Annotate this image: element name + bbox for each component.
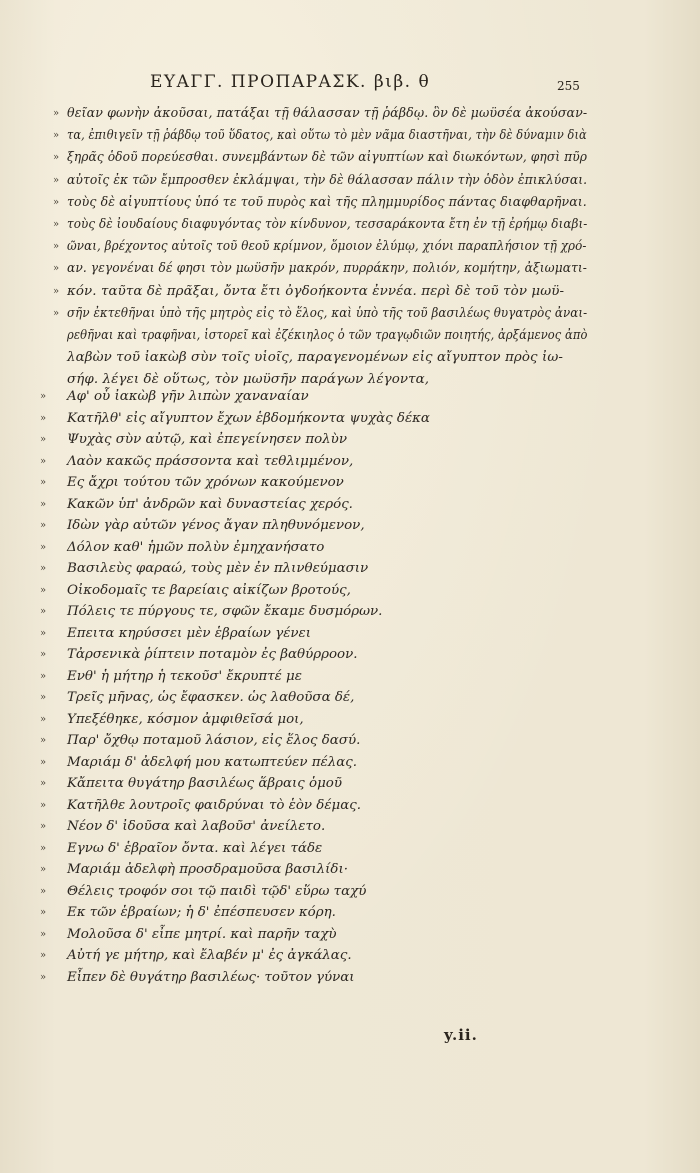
- verse-line: [40, 709, 447, 731]
- prose-line-text: σῆν ἐκτεθῆναι ὑπὸ τῆς μητρὸς εἰς τὸ ἕλος, καὶ ὑπὸ τῆς τοῦ βασιλέως θυγατρὸς ἀναι-: [67, 305, 588, 321]
- quotation-mark-icon: »: [40, 434, 47, 445]
- prose-line-text: τοὺς δὲ ἰουδαίους διαφυγόντας τὸν κίνδυνον, τεσσαράκοντα ἔτη ἐν τῇ ἐρήμῳ διαβι-: [67, 216, 588, 232]
- prose-line: [53, 281, 587, 303]
- verse-line-text: Παρ' ὄχθῳ ποταμοῦ λάσιον, εἰς ἕλος δασύ.: [67, 733, 361, 748]
- verse-line: [40, 816, 447, 838]
- verse-line: [40, 967, 447, 989]
- prose-line-text: τα, ἐπιθιγεῖν τῇ ῥάβδῳ τοῦ ὕδατος, καὶ οὕτω τὸ μὲν νᾶμα διαστῆναι, τὴν δὲ δύναμιν διὰ: [67, 128, 587, 144]
- verse-line: [40, 730, 447, 752]
- verse-line: [40, 537, 447, 559]
- show-through-text: [455, 400, 655, 900]
- verse-line: [40, 666, 447, 688]
- quotation-mark-icon: »: [53, 152, 60, 164]
- verse-line: [40, 623, 447, 645]
- verse-line: [40, 859, 447, 881]
- quotation-mark-icon: »: [40, 692, 47, 703]
- verse-line: [40, 773, 447, 795]
- verse-block: [40, 386, 447, 988]
- prose-line: [53, 147, 588, 169]
- quotation-mark-icon: »: [40, 950, 47, 961]
- quotation-mark-icon: »: [53, 307, 60, 319]
- prose-line: [53, 125, 587, 147]
- verse-line: [40, 752, 447, 774]
- verse-line-text: Υπεξέθηκε, κόσμον ἀμφιθεῖσά μοι,: [67, 711, 304, 727]
- quotation-mark-icon: »: [40, 885, 47, 897]
- prose-line-text: αν. γεγονέναι δέ φησι τὸν μωϋσῆν μακρόν, πυρράκην, πολιόν, κομήτην, ἀξιωματι-: [67, 261, 588, 277]
- verse-line-text: Βασιλεὺς φαραώ, τοὺς μὲν ἐν πλινθεύμασιν: [67, 561, 369, 576]
- quotation-mark-icon: »: [40, 756, 47, 768]
- prose-line-text: ξηρᾶς ὁδοῦ πορεύεσθαι. συνεμβάντων δὲ τῶν αἰγυπτίων καὶ διωκόντων, φησὶ πῦρ: [67, 150, 588, 166]
- verse-line: [40, 580, 447, 602]
- quotation-mark-icon: »: [40, 563, 47, 574]
- verse-line: [40, 386, 447, 408]
- quotation-mark-icon: »: [53, 108, 60, 119]
- signature-mark: y.ii.: [444, 1026, 478, 1044]
- verse-line-text: Αὐτή γε μήτηρ, καὶ ἔλαβέν μ' ἐς ἀγκάλας.: [67, 948, 352, 963]
- quotation-mark-icon: »: [40, 520, 47, 531]
- verse-line: [40, 601, 447, 623]
- quotation-mark-icon: »: [40, 842, 47, 854]
- prose-line-text: τοὺς δὲ αἰγυπτίους ὑπό τε τοῦ πυρὸς καὶ τῆς πλημμυρίδος πάντας διαφθαρῆναι.: [67, 194, 587, 210]
- prose-line-text: λαβὼν τοῦ ἰακὼβ σὺν τοῖς υἱοῖς, παραγενομένων εἰς αἴγυπτον πρὸς ἰω-: [67, 350, 563, 366]
- verse-line-text: Δόλον καθ' ἡμῶν πολὺν ἐμηχανήσατο: [67, 539, 325, 555]
- quotation-mark-icon: »: [40, 864, 47, 875]
- prose-line-text: αὐτοῖς ἐκ τῶν ἔμπροσθεν ἐκλάμψαι, τὴν δὲ θάλασσαν πάλιν τὴν ὁδὸν ἐπικλύσαι.: [67, 172, 588, 188]
- verse-line: [40, 795, 447, 817]
- verse-line-text: Μαριάμ δ' ἀδελφή μου κατωπτεύεν πέλας.: [67, 754, 358, 770]
- verse-line: [40, 881, 447, 903]
- quotation-mark-icon: »: [40, 541, 47, 553]
- quotation-mark-icon: »: [40, 477, 47, 488]
- quotation-mark-icon: »: [40, 928, 47, 940]
- quotation-mark-icon: »: [40, 391, 47, 402]
- verse-line-text: Ες ἄχρι τούτου τῶν χρόνων κακούμενον: [67, 475, 344, 490]
- verse-line: [40, 429, 447, 451]
- prose-line: [53, 170, 588, 192]
- verse-line-text: Εγνω δ' ἑβραῖον ὄντα. καὶ λέγει τάδε: [67, 840, 323, 856]
- quotation-mark-icon: »: [40, 907, 47, 918]
- verse-line-text: Μαριάμ ἀδελφὴ προσδραμοῦσα βασιλίδι·: [67, 862, 348, 877]
- prose-line-text: σήφ. λέγει δὲ οὕτως, τὸν μωϋσῆν παράγων λέγοντα,: [67, 372, 430, 388]
- verse-line-text: Θέλεις τροφόν σοι τῷ παιδὶ τῷδ' εὕρω ταχύ: [67, 883, 367, 899]
- verse-line-text: Πόλεις τε πύργους τε, σφῶν ἔκαμε δυσμόρων.: [67, 604, 383, 619]
- page-number: 255: [557, 79, 580, 93]
- quotation-mark-icon: »: [40, 584, 47, 596]
- prose-line: [67, 347, 587, 369]
- quotation-mark-icon: »: [53, 241, 60, 253]
- prose-line: [53, 214, 588, 236]
- verse-line: [40, 902, 447, 924]
- prose-block: [53, 103, 588, 391]
- quotation-mark-icon: »: [40, 498, 47, 510]
- verse-line-text: Τἀρσενικὰ ῥίπτειν ποταμὸν ἐς βαθύρροον.: [67, 647, 358, 662]
- verse-line-text: Μολοῦσα δ' εἶπε μητρί. καὶ παρῆν ταχὺ: [67, 926, 337, 942]
- quotation-mark-icon: »: [40, 778, 47, 789]
- quotation-mark-icon: »: [53, 285, 60, 297]
- verse-line-text: Ψυχὰς σὺν αὐτῷ, καὶ ἐπεγείνησεν πολὺν: [67, 432, 347, 447]
- verse-line: [40, 838, 447, 860]
- quotation-mark-icon: »: [40, 799, 47, 811]
- quotation-mark-icon: »: [53, 130, 60, 142]
- verse-line: [40, 515, 447, 537]
- verse-line-text: Ιδὼν γὰρ αὐτῶν γένος ἄγαν πληθυνόμενον,: [67, 518, 365, 533]
- prose-line: [53, 192, 587, 214]
- verse-line: [40, 687, 447, 709]
- verse-line: [40, 945, 447, 967]
- quotation-mark-icon: »: [40, 455, 47, 467]
- verse-line-text: Οἰκοδομαῖς τε βαρείαις αἰκίζων βροτούς,: [67, 582, 351, 598]
- quotation-mark-icon: »: [40, 735, 47, 746]
- quotation-mark-icon: »: [53, 218, 60, 230]
- prose-line: [53, 103, 588, 125]
- prose-line-text: κόν. ταῦτα δὲ πρᾶξαι, ὄντα ἔτι ὀγδοήκοντα ἐννέα. περὶ δὲ τοῦ τὸν μωϋ-: [67, 283, 565, 299]
- verse-line: [40, 472, 447, 494]
- verse-line: [40, 451, 447, 473]
- verse-line: [40, 644, 447, 666]
- prose-line-text: ῶναι, βρέχοντος αὐτοῖς τοῦ θεοῦ κρίμνον, ὅμοιον ἐλύμῳ, χιόνι παραπλήσιον τῇ χρό-: [67, 239, 587, 255]
- quotation-mark-icon: »: [40, 627, 47, 639]
- verse-line-text: Εἶπεν δὲ θυγάτηρ βασιλέως· τοῦτον γύναι: [67, 969, 355, 985]
- verse-line-text: Κατῆλθ' εἰς αἴγυπτον ἔχων ἑβδομήκοντα ψυχὰς δέκα: [67, 410, 430, 426]
- quotation-mark-icon: »: [40, 821, 47, 832]
- verse-line-text: Επειτα κηρύσσει μὲν ἑβραίων γένει: [67, 625, 311, 641]
- prose-line: [53, 258, 588, 280]
- quotation-mark-icon: »: [40, 713, 47, 725]
- prose-line: [67, 325, 587, 347]
- quotation-mark-icon: »: [40, 971, 47, 983]
- verse-line-text: Κατῆλθε λουτροῖς φαιδρύναι τὸ ἑὸν δέμας.: [67, 797, 362, 813]
- verse-line-text: Νέον δ' ἰδοῦσα καὶ λαβοῦσ' ἀνείλετο.: [67, 819, 326, 834]
- quotation-mark-icon: »: [40, 412, 47, 424]
- quotation-mark-icon: »: [53, 263, 60, 275]
- verse-line-text: Εκ τῶν ἑβραίων; ἡ δ' ἐπέσπευσεν κόρη.: [67, 905, 336, 920]
- verse-line: [40, 494, 447, 516]
- prose-line: [53, 236, 587, 258]
- quotation-mark-icon: »: [40, 670, 47, 682]
- prose-line-text: θεῖαν φωνὴν ἀκοῦσαι, πατάξαι τῇ θάλασσαν τῇ ῥάβδῳ. ὃν δὲ μωϋσέα ἀκούσαν-: [67, 106, 588, 121]
- verse-line: [40, 558, 447, 580]
- prose-line: [53, 303, 588, 325]
- prose-line-text: ρεθῆναι καὶ τραφῆναι, ἱστορεῖ καὶ ἐζέκιηλος ὁ τῶν τραγῳδιῶν ποιητής, ἀρξάμενος ἀπὸ: [67, 327, 588, 343]
- verse-line-text: Λαὸν κακῶς πράσσοντα καὶ τεθλιμμένον,: [67, 453, 354, 469]
- quotation-mark-icon: »: [53, 196, 60, 208]
- verse-line-text: Τρεῖς μῆνας, ὡς ἔφασκεν. ὡς λαθοῦσα δέ,: [67, 690, 355, 705]
- running-title: ΕΥΑΓΓ. ΠΡΟΠΑΡΑΣΚ. βιβ. θ: [150, 72, 431, 92]
- quotation-mark-icon: »: [40, 606, 47, 617]
- quotation-mark-icon: »: [53, 174, 60, 186]
- verse-line: [40, 924, 447, 946]
- verse-line-text: Αφ' οὗ ἰακὼβ γῆν λιπὼν χαναναίαν: [67, 389, 309, 404]
- verse-line-text: Ενθ' ἡ μήτηρ ἡ τεκοῦσ' ἔκρυπτέ με: [67, 668, 302, 684]
- verse-line-text: Κακῶν ὑπ' ἀνδρῶν καὶ δυναστείας χερός.: [67, 496, 353, 512]
- verse-line-text: Κἄπειτα θυγάτηρ βασιλέως ἅβραις ὁμοῦ: [67, 776, 342, 791]
- quotation-mark-icon: »: [40, 649, 47, 660]
- verse-line: [40, 408, 447, 430]
